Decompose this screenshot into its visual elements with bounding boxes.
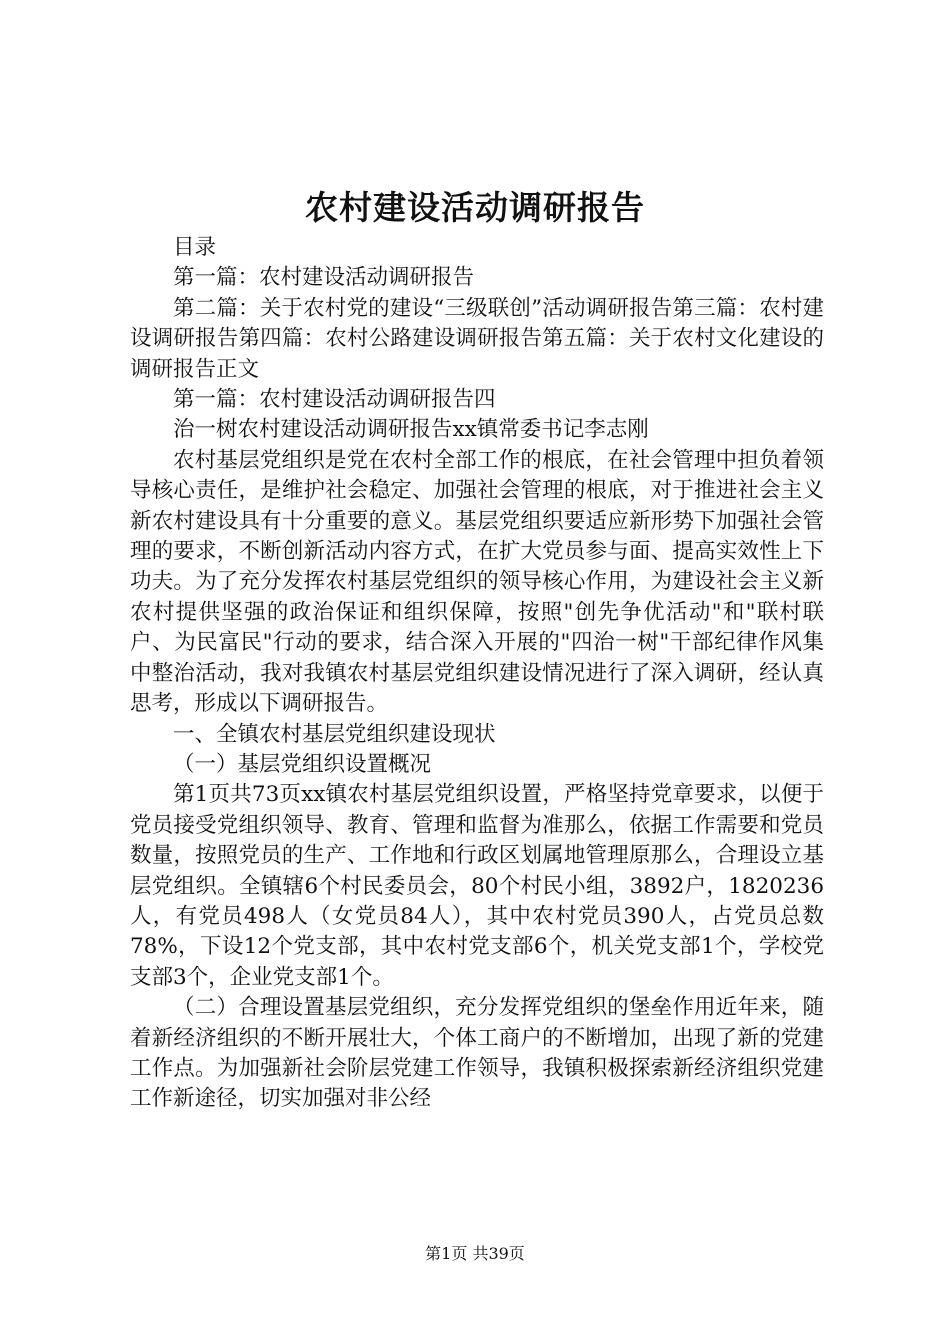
paragraph-toc-heading: 目录	[173, 235, 217, 260]
paragraph-overview: 第1页共73页xx镇农村基层党组织设置，严格坚持党章要求，以便于党员接受党组织领导、教育、管理和监督为准那么，依据工作需要和党员数量，按照党员的生产、工作地和行政区划属地管理原那么，合理设立基层党组织。全镇辖6个村民委员会，80个村民小组，3892户，1820236人，有党员498人（女党员84人），其中农村党员390人，占党员总数78%，下设12个党支部，其中农村党支部6个，机关党支部1个，学校党支部3个，企业党支部1个。	[130, 782, 824, 990]
paragraph-setup: （二）合理设置基层党组织，充分发挥党组织的堡垒作用近年来，随着新经济组织的不断开展壮大，个体工商户的不断增加，出现了新的党建工作点。为加强新社会阶层党建工作领导，我镇积极探索新经济组织党建工作新途径，切实加强对非公经	[130, 995, 824, 1112]
paragraph-intro: 农村基层党组织是党在农村全部工作的根底，在社会管理中担负着领导核心责任，是维护社会稳定、加强社会管理的根底，对于推进社会主义新农村建设具有十分重要的意义。基层党组织要适应新形势下加强社会管理的要求，不断创新活动内容方式，在扩大党员参与面、提高实效性上下功夫。为了充分发挥农村基层党组织的领导核心作用，为建设社会主义新农村提供坚强的政治保证和组织保障，按照"创先争优活动"和"联村联户、为民富民"行动的要求，结合深入开展的"四治一树"干部纪律作风集中整治活动，我对我镇农村基层党组织建设情况进行了深入调研，经认真思考，形成以下调研报告。	[130, 447, 824, 717]
document-body	[130, 233, 824, 1115]
paragraph-toc-item-1: 第一篇：农村建设活动调研报告	[173, 265, 475, 291]
paragraph-section-heading: 第一篇：农村建设活动调研报告四	[173, 387, 496, 413]
page-number-footer: 第1页 共39页	[425, 1244, 525, 1263]
paragraph-heading-status: 一、全镇农村基层党组织建设现状	[173, 721, 496, 747]
paragraph-toc-items-2-5: 第二篇：关于农村党的建设“三级联创”活动调研报告第三篇：农村建设调研报告第四篇：农村公路建设调研报告第五篇：关于农村文化建设的调研报告正文	[130, 295, 824, 382]
paragraph-heading-overview: （一）基层党组织设置概况	[173, 751, 432, 777]
paragraph-subtitle: 治一树农村建设活动调研报告xx镇常委书记李志刚	[173, 417, 649, 443]
document-title: 农村建设活动调研报告	[305, 188, 645, 227]
